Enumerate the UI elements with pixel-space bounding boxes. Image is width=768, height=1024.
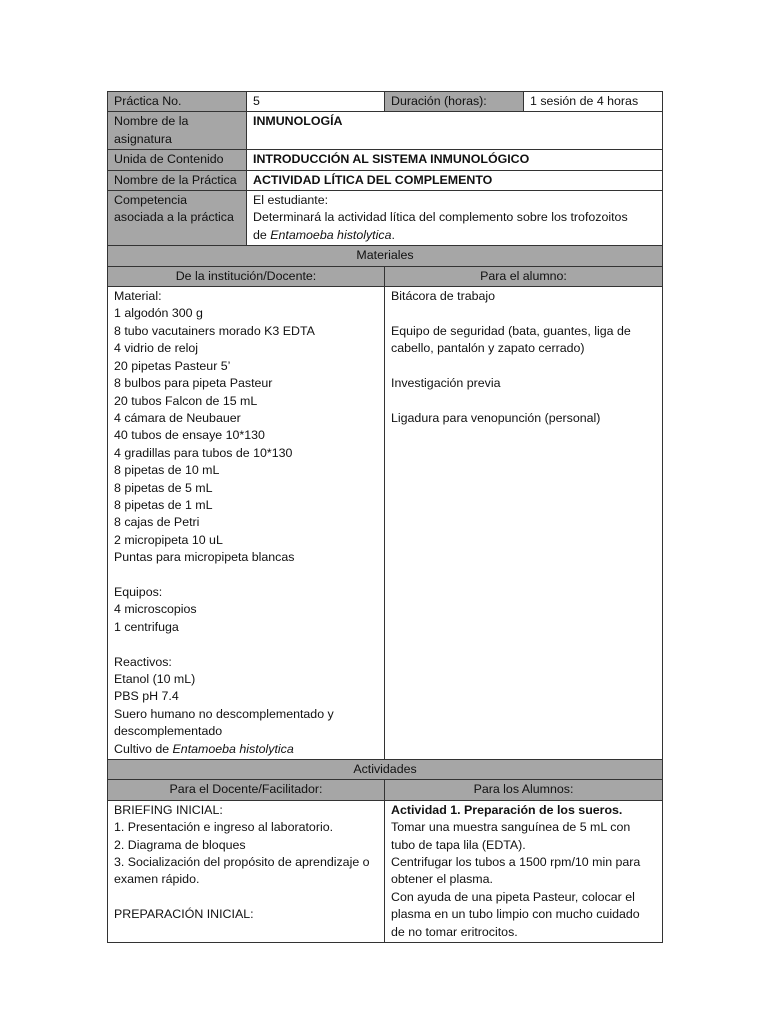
duracion-label: Duración (horas): — [385, 92, 524, 112]
docente-item: examen rápido. — [114, 872, 200, 887]
material-item: Equipos: — [114, 584, 163, 599]
material-item: Puntas para micropipeta blancas — [114, 550, 295, 565]
asignatura-value: INMUNOLOGÍA — [247, 112, 663, 150]
practice-table — [107, 91, 663, 943]
material-item: 1 algodón 300 g — [114, 306, 203, 321]
material-item: 8 cajas de Petri — [114, 515, 200, 530]
alumno-item: Bitácora de trabajo — [391, 289, 496, 304]
spacer — [114, 889, 378, 906]
material-item: 8 pipetas de 1 mL — [114, 497, 213, 512]
competencia-line: El estudiante: — [253, 193, 329, 208]
asignatura-label-line: asignatura — [114, 131, 172, 146]
actividad-heading: Actividad 1. Preparación de los sueros. — [391, 802, 623, 817]
competencia-suffix: . — [391, 227, 395, 242]
actividades-alumnos — [385, 800, 663, 942]
row-materiales-body — [108, 287, 663, 760]
materiales-alumno-list — [385, 287, 663, 760]
alumno-item: Investigación previa — [391, 376, 501, 391]
actividades-title: Actividades — [108, 760, 663, 780]
competencia-label-line: asociada a la práctica — [114, 210, 234, 225]
alumnos-step: Centrifugar los tubos a 1500 rpm/10 min para — [391, 855, 641, 870]
alumnos-step: plasma en un tubo limpio con mucho cuidado — [391, 907, 640, 922]
alumno-item: Equipo de seguridad (bata, guantes, liga de — [391, 323, 631, 338]
alumnos-step: tubo de tapa lila (EDTA). — [391, 837, 526, 852]
cultivo-organism: Entamoeba histolytica — [172, 741, 294, 756]
cultivo-line — [114, 741, 378, 758]
actividades-alumnos-header: Para los Alumnos: — [385, 780, 663, 800]
row-practica — [108, 92, 663, 112]
docente-item: 2. Diagrama de bloques — [114, 837, 246, 852]
spacer — [391, 358, 656, 375]
row-actividades-title — [108, 760, 663, 780]
material-item: descomplementado — [114, 724, 223, 739]
row-materiales-title — [108, 246, 663, 266]
docente-item: BRIEFING INICIAL: — [114, 802, 223, 817]
row-unidad — [108, 150, 663, 170]
material-item: 8 bulbos para pipeta Pasteur — [114, 376, 273, 391]
spacer — [114, 636, 378, 653]
alumno-lines — [391, 288, 656, 427]
material-item: 4 cámara de Neubauer — [114, 410, 241, 425]
asignatura-label-line: Nombre de la — [114, 114, 189, 129]
material-item: 4 gradillas para tubos de 10*130 — [114, 445, 293, 460]
material-item: Reactivos: — [114, 654, 172, 669]
material-item: Material: — [114, 289, 162, 304]
material-item: PBS pH 7.4 — [114, 689, 179, 704]
competencia-line — [253, 227, 656, 244]
nombre-practica-value: ACTIVIDAD LÍTICA DEL COMPLEMENTO — [247, 170, 663, 190]
docente-item: 1. Presentación e ingreso al laboratorio. — [114, 820, 334, 835]
spacer — [114, 567, 378, 584]
row-asignatura — [108, 112, 663, 150]
material-item: Etanol (10 mL) — [114, 671, 196, 686]
duracion-value: 1 sesión de 4 horas — [524, 92, 663, 112]
alumnos-step: Tomar una muestra sanguínea de 5 mL con — [391, 820, 631, 835]
competencia-label — [108, 191, 247, 246]
material-item: 20 tubos Falcon de 15 mL — [114, 393, 258, 408]
alumnos-activity-lines — [391, 819, 656, 941]
competencia-line: Determinará la actividad lítica del complemento sobre los trofozoitos — [253, 210, 628, 225]
material-item: 4 microscopios — [114, 602, 197, 617]
organism-name: Entamoeba histolytica — [270, 227, 392, 242]
docente-item: 3. Socialización del propósito de aprendizaje o — [114, 855, 370, 870]
materiales-title: Materiales — [108, 246, 663, 266]
materiales-institucion-list — [108, 287, 385, 760]
institucion-lines — [114, 288, 378, 741]
cultivo-prefix: Cultivo de — [114, 741, 173, 756]
material-item: 2 micropipeta 10 uL — [114, 532, 223, 547]
unidad-label: Unida de Contenido — [108, 150, 247, 170]
material-item: 4 vidrio de reloj — [114, 341, 199, 356]
practice-sheet — [107, 91, 662, 943]
alumnos-step: Con ayuda de una pipeta Pasteur, colocar el — [391, 889, 635, 904]
actividades-docente — [108, 800, 385, 942]
docente-item: PREPARACIÓN INICIAL: — [114, 907, 254, 922]
practica-label: Práctica No. — [108, 92, 247, 112]
actividades-docente-header: Para el Docente/Facilitador: — [108, 780, 385, 800]
materiales-alumno-header: Para el alumno: — [385, 266, 663, 286]
material-item: 1 centrifuga — [114, 619, 179, 634]
material-item: 20 pipetas Pasteur 5’ — [114, 358, 231, 373]
competencia-label-line: Competencia — [114, 193, 188, 208]
unidad-value: INTRODUCCIÓN AL SISTEMA INMUNOLÓGICO — [247, 150, 663, 170]
material-item: 8 tubo vacutainers morado K3 EDTA — [114, 323, 315, 338]
material-item: 40 tubos de ensaye 10*130 — [114, 428, 265, 443]
material-item: 8 pipetas de 10 mL — [114, 463, 220, 478]
row-nombre-practica — [108, 170, 663, 190]
alumnos-step: obtener el plasma. — [391, 872, 493, 887]
spacer — [391, 305, 656, 322]
material-item: Suero humano no descomplementado y — [114, 706, 334, 721]
row-materiales-headers — [108, 266, 663, 286]
alumno-item: cabello, pantalón y zapato cerrado) — [391, 341, 585, 356]
alumnos-step: de no tomar eritrocitos. — [391, 924, 518, 939]
row-actividades-headers — [108, 780, 663, 800]
materiales-institucion-header: De la institución/Docente: — [108, 266, 385, 286]
alumno-item: Ligadura para venopunción (personal) — [391, 410, 601, 425]
nombre-practica-label: Nombre de la Práctica — [108, 170, 247, 190]
spacer — [391, 392, 656, 409]
competencia-value — [247, 191, 663, 246]
competencia-prefix: de — [253, 227, 271, 242]
docente-lines — [114, 802, 378, 924]
material-item: 8 pipetas de 5 mL — [114, 480, 213, 495]
row-actividades-body — [108, 800, 663, 942]
row-competencia — [108, 191, 663, 246]
asignatura-label — [108, 112, 247, 150]
practica-value: 5 — [247, 92, 385, 112]
